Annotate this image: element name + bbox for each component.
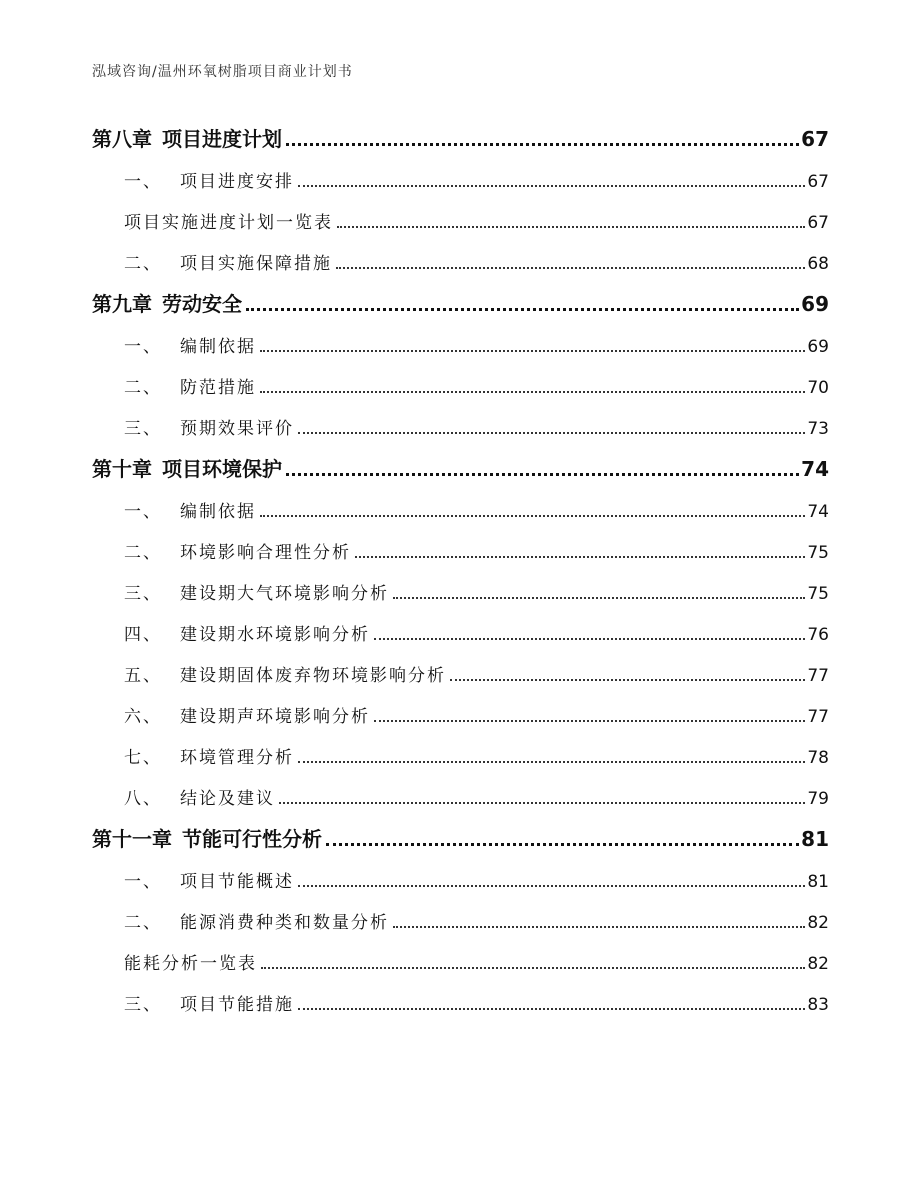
toc-section-entry[interactable] bbox=[92, 363, 829, 404]
toc-leader-dots bbox=[337, 226, 805, 228]
toc-section-title: 项目进度安排 bbox=[180, 172, 294, 192]
toc-leader-dots bbox=[260, 350, 805, 352]
toc-section-title: 项目节能概述 bbox=[180, 872, 294, 892]
toc-leader-dots bbox=[326, 843, 799, 846]
toc-chapter-label: 第十章 bbox=[92, 457, 152, 481]
toc-section-entry[interactable] bbox=[92, 898, 829, 939]
toc-section-number: 七、 bbox=[124, 748, 162, 768]
toc-section-title: 建设期大气环境影响分析 bbox=[180, 584, 389, 604]
toc-section-entry[interactable] bbox=[92, 774, 829, 815]
toc-page-number: 75 bbox=[807, 543, 829, 563]
toc-section-title: 建设期声环境影响分析 bbox=[180, 707, 370, 727]
toc-leader-dots bbox=[393, 597, 805, 599]
toc-section-number: 五、 bbox=[124, 666, 162, 686]
toc-section-number: 一、 bbox=[124, 337, 162, 357]
toc-section-entry[interactable] bbox=[92, 198, 829, 239]
toc-section-number: 一、 bbox=[124, 872, 162, 892]
toc-leader-dots bbox=[261, 967, 805, 969]
toc-page-number: 77 bbox=[807, 666, 829, 686]
toc-section-title: 建设期水环境影响分析 bbox=[180, 625, 370, 645]
toc-chapter-name: 节能可行性分析 bbox=[182, 827, 322, 851]
toc-chapter-label: 第八章 bbox=[92, 127, 152, 151]
toc-leader-dots bbox=[298, 761, 805, 763]
toc-section-title: 预期效果评价 bbox=[180, 419, 294, 439]
toc-section-title: 能源消费种类和数量分析 bbox=[180, 913, 389, 933]
toc-page-number: 74 bbox=[807, 502, 829, 522]
toc-leader-dots bbox=[298, 1008, 805, 1010]
toc-page-number: 79 bbox=[807, 789, 829, 809]
toc-section-title: 项目实施进度计划一览表 bbox=[124, 213, 333, 233]
toc-page-number: 69 bbox=[801, 292, 829, 316]
toc-leader-dots bbox=[260, 391, 805, 393]
toc-chapter-label: 第九章 bbox=[92, 292, 152, 316]
toc-section-number: 二、 bbox=[124, 543, 162, 563]
toc-page-number: 83 bbox=[807, 995, 829, 1015]
toc-leader-dots bbox=[336, 267, 805, 269]
toc-page-number: 73 bbox=[807, 419, 829, 439]
toc-chapter-name: 项目进度计划 bbox=[162, 127, 282, 151]
toc-section-title: 项目节能措施 bbox=[180, 995, 294, 1015]
toc-chapter-name: 项目环境保护 bbox=[162, 457, 282, 481]
toc-section-number: 八、 bbox=[124, 789, 162, 809]
toc-chapter-entry[interactable] bbox=[92, 280, 829, 322]
toc-section-entry[interactable] bbox=[92, 857, 829, 898]
toc-leader-dots bbox=[298, 885, 805, 887]
toc-chapter-title bbox=[92, 453, 282, 482]
toc-leader-dots bbox=[260, 515, 805, 517]
toc-chapter-entry[interactable] bbox=[92, 115, 829, 157]
toc-page-number: 67 bbox=[807, 172, 829, 192]
toc-section-number: 一、 bbox=[124, 502, 162, 522]
toc-section-number: 三、 bbox=[124, 995, 162, 1015]
toc-section-title: 环境影响合理性分析 bbox=[180, 543, 351, 563]
toc-page-number: 69 bbox=[807, 337, 829, 357]
toc-section-entry[interactable] bbox=[92, 651, 829, 692]
toc-page-number: 75 bbox=[807, 584, 829, 604]
toc-section-entry[interactable] bbox=[92, 939, 829, 980]
toc-leader-dots bbox=[298, 432, 805, 434]
toc-section-entry[interactable] bbox=[92, 692, 829, 733]
toc-chapter-name: 劳动安全 bbox=[162, 292, 242, 316]
toc-leader-dots bbox=[374, 720, 805, 722]
toc-page-number: 70 bbox=[807, 378, 829, 398]
toc-page-number: 76 bbox=[807, 625, 829, 645]
toc-section-title: 防范措施 bbox=[180, 378, 256, 398]
toc-section-number: 二、 bbox=[124, 254, 162, 274]
toc-page-number: 78 bbox=[807, 748, 829, 768]
toc-section-entry[interactable] bbox=[92, 610, 829, 651]
toc-page-number: 81 bbox=[801, 827, 829, 851]
toc-page-number: 82 bbox=[807, 954, 829, 974]
toc-section-number: 三、 bbox=[124, 584, 162, 604]
toc-section-title: 建设期固体废弃物环境影响分析 bbox=[180, 666, 446, 686]
toc-page-number: 74 bbox=[801, 457, 829, 481]
toc-page-number: 82 bbox=[807, 913, 829, 933]
toc-section-number: 四、 bbox=[124, 625, 162, 645]
toc-chapter-title bbox=[92, 123, 282, 152]
toc-chapter-entry[interactable] bbox=[92, 815, 829, 857]
page-header: 泓域咨询/温州环氧树脂项目商业计划书 bbox=[92, 64, 353, 80]
toc-section-title: 编制依据 bbox=[180, 337, 256, 357]
toc-leader-dots bbox=[355, 556, 805, 558]
toc-chapter-label: 第十一章 bbox=[92, 827, 172, 851]
toc-page-number: 67 bbox=[801, 127, 829, 151]
toc-chapter-entry[interactable] bbox=[92, 445, 829, 487]
toc-section-entry[interactable] bbox=[92, 569, 829, 610]
toc-section-entry[interactable] bbox=[92, 157, 829, 198]
toc-section-title: 环境管理分析 bbox=[180, 748, 294, 768]
toc-section-entry[interactable] bbox=[92, 239, 829, 280]
toc-section-title: 结论及建议 bbox=[180, 789, 275, 809]
table-of-contents bbox=[92, 115, 829, 1021]
toc-section-number: 一、 bbox=[124, 172, 162, 192]
toc-leader-dots bbox=[286, 473, 799, 476]
toc-chapter-title bbox=[92, 288, 242, 317]
toc-section-entry[interactable] bbox=[92, 733, 829, 774]
toc-page-number: 68 bbox=[807, 254, 829, 274]
toc-section-number: 二、 bbox=[124, 913, 162, 933]
toc-chapter-title bbox=[92, 823, 322, 852]
toc-leader-dots bbox=[393, 926, 805, 928]
toc-section-entry[interactable] bbox=[92, 487, 829, 528]
toc-page-number: 77 bbox=[807, 707, 829, 727]
toc-section-title: 编制依据 bbox=[180, 502, 256, 522]
toc-leader-dots bbox=[246, 308, 799, 311]
toc-leader-dots bbox=[298, 185, 805, 187]
toc-section-number: 二、 bbox=[124, 378, 162, 398]
toc-section-number: 六、 bbox=[124, 707, 162, 727]
toc-section-entry[interactable] bbox=[92, 528, 829, 569]
toc-section-number: 三、 bbox=[124, 419, 162, 439]
toc-leader-dots bbox=[286, 143, 799, 146]
toc-section-title: 能耗分析一览表 bbox=[124, 954, 257, 974]
toc-section-entry[interactable] bbox=[92, 404, 829, 445]
toc-page-number: 81 bbox=[807, 872, 829, 892]
toc-section-entry[interactable] bbox=[92, 980, 829, 1021]
toc-section-entry[interactable] bbox=[92, 322, 829, 363]
toc-leader-dots bbox=[374, 638, 805, 640]
toc-leader-dots bbox=[279, 802, 805, 804]
toc-section-title: 项目实施保障措施 bbox=[180, 254, 332, 274]
toc-page-number: 67 bbox=[807, 213, 829, 233]
toc-leader-dots bbox=[450, 679, 805, 681]
